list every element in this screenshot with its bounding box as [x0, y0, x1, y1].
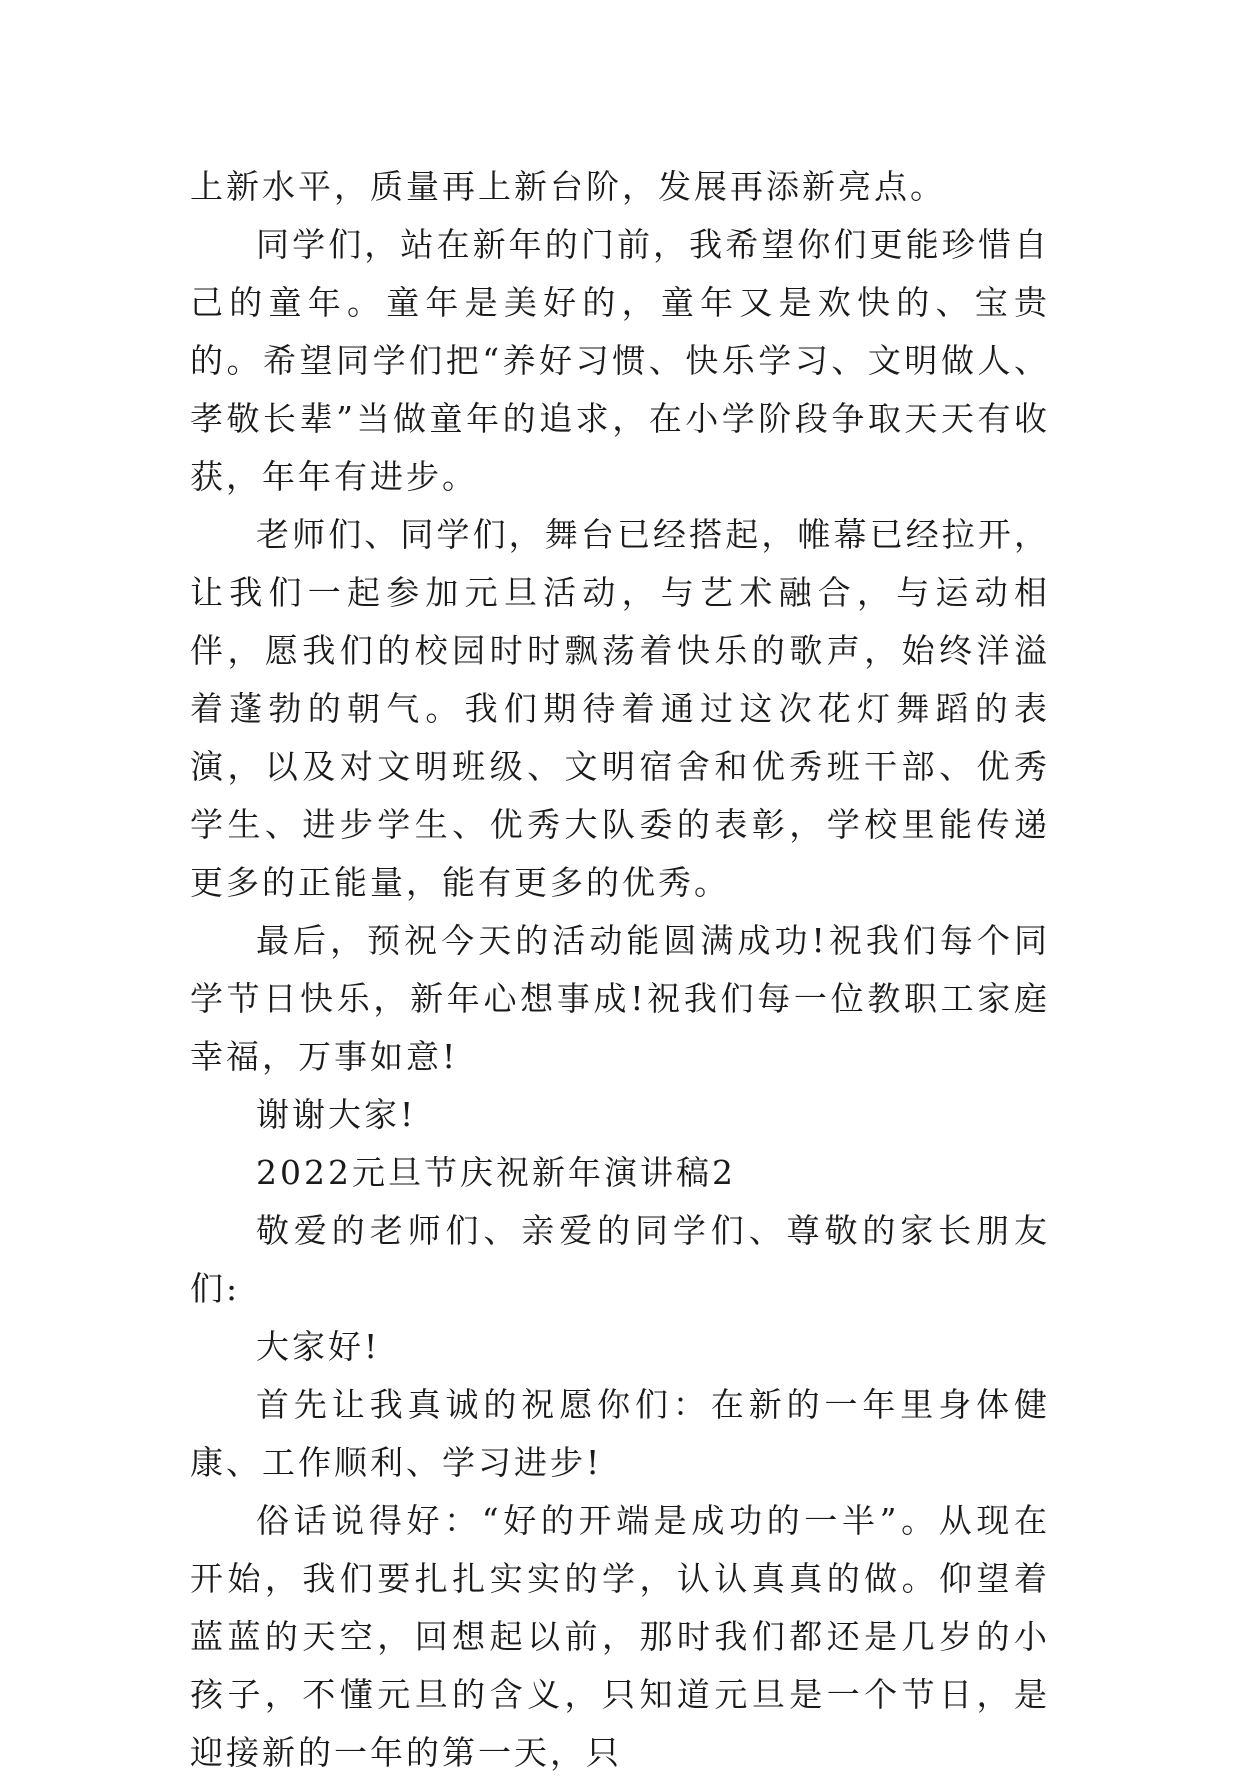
paragraph: 上新水平，质量再上新台阶，发展再添新亮点。	[190, 167, 946, 206]
salutation: 敬爱的老师们、亲爱的同学们、尊敬的家长朋友们:	[190, 1211, 1050, 1308]
paragraph: 同学们，站在新年的门前，我希望你们更能珍惜自己的童年。童年是美好的，童年又是欢快的、宝贵的。希望同学们把“养好习惯、快乐学习、文明做人、孝敬长辈”当做童年的追求，在小学阶段争取天天有收获，年年有进步。	[190, 225, 1050, 496]
section-heading: 2022元旦节庆祝新年演讲稿2	[256, 1153, 736, 1192]
greeting: 大家好!	[256, 1327, 381, 1366]
paragraph: 俗话说得好：“好的开端是成功的一半”。从现在开始，我们要扎扎实实的学，认认真真的做。仰望着蓝蓝的天空，回想起以前，那时我们都还是几岁的小孩子，不懂元旦的含义，只知道元旦是一个节日，是迎接新的一年的第一天，只	[190, 1501, 1050, 1772]
paragraph: 首先让我真诚的祝愿你们：在新的一年里身体健康、工作顺利、学习进步!	[190, 1385, 1050, 1482]
document-body	[190, 158, 1050, 1782]
paragraph: 最后，预祝今天的活动能圆满成功!祝我们每个同学节日快乐，新年心想事成!祝我们每一位教职工家庭幸福，万事如意!	[190, 921, 1050, 1076]
paragraph: 谢谢大家!	[256, 1095, 417, 1134]
paragraph: 老师们、同学们，舞台已经搭起，帷幕已经拉开，让我们一起参加元旦活动，与艺术融合，与运动相伴，愿我们的校园时时飘荡着快乐的歌声，始终洋溢着蓬勃的朝气。我们期待着通过这次花灯舞蹈的表演，以及对文明班级、文明宿舍和优秀班干部、优秀学生、进步学生、优秀大队委的表彰，学校里能传递更多的正能量，能有更多的优秀。	[190, 515, 1050, 902]
